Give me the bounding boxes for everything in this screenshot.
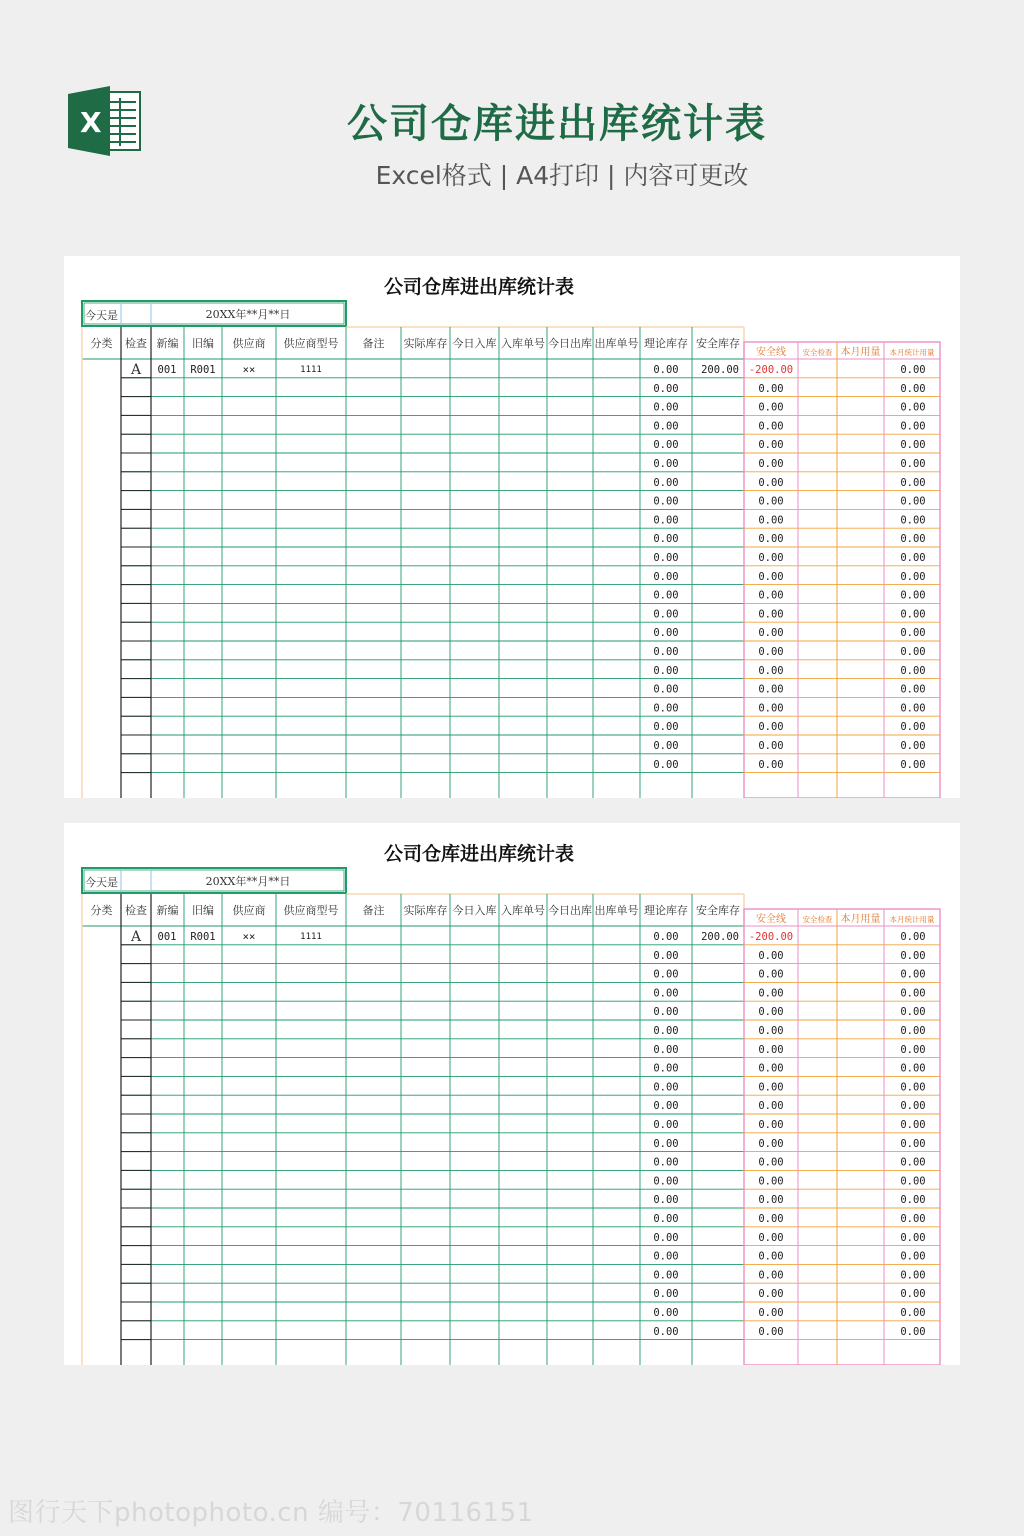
theory-stock-cell: 0.00 [653, 420, 679, 433]
theory-stock-cell: 0.00 [653, 1062, 679, 1075]
safety-line-cell: 0.00 [758, 533, 784, 546]
column-header: 入库单号 [501, 337, 545, 350]
theory-stock-cell: 0.00 [653, 1307, 679, 1319]
model-cell: 1111 [300, 932, 322, 942]
column-header: 新编 [156, 337, 179, 350]
sheet-title: 公司仓库进出库统计表 [383, 843, 574, 865]
theory-stock-cell: 0.00 [653, 552, 679, 564]
theory-stock-cell: 0.00 [653, 646, 679, 658]
theory-stock-cell: 0.00 [653, 589, 679, 602]
theory-stock-cell: 0.00 [653, 364, 679, 376]
safety-line-cell: 0.00 [758, 1025, 784, 1037]
monthly-stat-cell: 0.00 [900, 702, 926, 715]
column-header: 分类 [90, 337, 113, 350]
monthly-stat-cell: 0.00 [900, 931, 926, 943]
model-cell: 1111 [300, 365, 322, 375]
monthly-stat-cell: 0.00 [900, 1325, 926, 1338]
monthly-stat-cell: 0.00 [900, 1043, 926, 1056]
old-code-cell: R001 [190, 931, 216, 943]
safety-line-cell: -200.00 [748, 364, 794, 376]
theory-stock-cell: 0.00 [653, 1137, 679, 1150]
theory-stock-cell: 0.00 [653, 1043, 679, 1056]
safety-line-cell: 0.00 [758, 420, 784, 433]
date-value: 20XX年**月**日 [205, 875, 291, 888]
monthly-stat-cell: 0.00 [900, 1006, 926, 1019]
safety-line-cell: 0.00 [758, 476, 784, 489]
safety-line-cell: 0.00 [758, 627, 784, 640]
theory-stock-cell: 0.00 [653, 608, 679, 621]
monthly-stat-cell: 0.00 [900, 1194, 926, 1207]
theory-stock-cell: 0.00 [653, 1100, 679, 1113]
column-header: 出库单号 [594, 904, 639, 917]
theory-stock-cell: 0.00 [653, 1213, 679, 1225]
monthly-stat-cell: 0.00 [900, 740, 926, 752]
monthly-stat-cell: 0.00 [900, 646, 926, 658]
column-header: 今日入库 [452, 337, 497, 350]
monthly-stat-cell: 0.00 [900, 721, 926, 734]
theory-stock-cell: 0.00 [653, 439, 679, 452]
monthly-stat-cell: 0.00 [900, 552, 926, 564]
column-header: 安全库存 [696, 904, 740, 917]
theory-stock-cell: 0.00 [653, 533, 679, 546]
safety-line-cell: 0.00 [758, 646, 784, 658]
monthly-stat-cell: 0.00 [900, 1213, 926, 1225]
monthly-stat-cell: 0.00 [900, 1100, 926, 1113]
safety-line-cell: 0.00 [758, 1213, 784, 1225]
safety-line-cell: 0.00 [758, 683, 784, 696]
monthly-stat-cell: 0.00 [900, 533, 926, 546]
monthly-stat-cell: 0.00 [900, 1175, 926, 1188]
theory-stock-cell: 0.00 [653, 758, 679, 771]
safety-line-cell: 0.00 [758, 589, 784, 602]
safety-line-cell: 0.00 [758, 382, 784, 395]
safety-line-cell: 0.00 [758, 664, 784, 677]
column-header: 供应商 [232, 904, 266, 917]
safety-line-cell: 0.00 [758, 1194, 784, 1207]
theory-stock-cell: 0.00 [653, 1156, 679, 1169]
safety-line-cell: 0.00 [758, 401, 784, 414]
spreadsheet-grid [64, 256, 960, 798]
safety-line-cell: 0.00 [758, 949, 784, 962]
safety-line-cell: 0.00 [758, 552, 784, 564]
monthly-stat-cell: 0.00 [900, 401, 926, 414]
extra-column-header: 安全检查 [802, 348, 833, 357]
date-value: 20XX年**月**日 [205, 308, 291, 321]
safety-line-cell: 0.00 [758, 1137, 784, 1150]
monthly-stat-cell: 0.00 [900, 1081, 926, 1094]
theory-stock-cell: 0.00 [653, 382, 679, 395]
safety-line-cell: 0.00 [758, 1119, 784, 1131]
check-cell: A [130, 929, 142, 945]
today-label: 今天是 [85, 876, 118, 889]
theory-stock-cell: 0.00 [653, 931, 679, 943]
theory-stock-cell: 0.00 [653, 1119, 679, 1131]
column-header: 旧编 [192, 904, 214, 917]
spreadsheet-grid [64, 823, 960, 1365]
column-header: 出库单号 [594, 337, 639, 350]
theory-stock-cell: 0.00 [653, 1250, 679, 1263]
theory-stock-cell: 0.00 [653, 514, 679, 527]
theory-stock-cell: 0.00 [653, 1081, 679, 1094]
monthly-stat-cell: 0.00 [900, 382, 926, 395]
monthly-stat-cell: 0.00 [900, 439, 926, 452]
column-header: 今日入库 [452, 904, 497, 917]
column-header: 实际库存 [403, 904, 448, 917]
watermark: 图行天下photophoto.cn 编号：70116151 [8, 1498, 534, 1528]
today-label: 今天是 [85, 309, 118, 322]
page-subtitle: Excel格式 | A4打印 | 内容可更改 [375, 161, 749, 190]
monthly-stat-cell: 0.00 [900, 476, 926, 489]
monthly-stat-cell: 0.00 [900, 458, 926, 470]
extra-column-header: 本月用量 [840, 914, 881, 925]
safety-line-cell: 0.00 [758, 1269, 784, 1282]
monthly-stat-cell: 0.00 [900, 683, 926, 696]
extra-column-header: 本月统计用量 [889, 915, 935, 924]
extra-column-header: 本月用量 [840, 347, 881, 358]
safety-line-cell: 0.00 [758, 439, 784, 452]
monthly-stat-cell: 0.00 [900, 364, 926, 376]
monthly-stat-cell: 0.00 [900, 1307, 926, 1319]
column-header: 新编 [156, 904, 179, 917]
extra-column-header: 安全检查 [802, 915, 833, 924]
column-header: 今日出库 [548, 904, 592, 917]
safety-line-cell: 0.00 [758, 1250, 784, 1263]
safety-line-cell: 0.00 [758, 1175, 784, 1188]
monthly-stat-cell: 0.00 [900, 1250, 926, 1263]
new-code-cell: 001 [157, 364, 177, 376]
column-header: 实际库存 [403, 337, 448, 350]
theory-stock-cell: 0.00 [653, 495, 679, 508]
column-header: 入库单号 [501, 904, 545, 917]
safety-line-cell: 0.00 [758, 608, 784, 621]
column-header: 备注 [362, 337, 385, 350]
theory-stock-cell: 0.00 [653, 1325, 679, 1338]
monthly-stat-cell: 0.00 [900, 949, 926, 962]
safety-line-cell: 0.00 [758, 740, 784, 752]
theory-stock-cell: 0.00 [653, 1288, 679, 1301]
monthly-stat-cell: 0.00 [900, 1062, 926, 1075]
supplier-cell: ×× [242, 364, 256, 376]
safety-stock-cell: 200.00 [701, 364, 739, 376]
monthly-stat-cell: 0.00 [900, 1269, 926, 1282]
monthly-stat-cell: 0.00 [900, 514, 926, 527]
safety-line-cell: 0.00 [758, 1100, 784, 1113]
excel-logo-letter: X [80, 106, 102, 139]
theory-stock-cell: 0.00 [653, 702, 679, 715]
safety-line-cell: 0.00 [758, 1307, 784, 1319]
safety-line-cell: 0.00 [758, 1062, 784, 1075]
column-header: 分类 [90, 904, 113, 917]
monthly-stat-cell: 0.00 [900, 589, 926, 602]
old-code-cell: R001 [190, 364, 216, 376]
safety-line-cell: 0.00 [758, 1043, 784, 1056]
sheet-title: 公司仓库进出库统计表 [383, 276, 574, 298]
sheet-preview-2 [64, 823, 960, 1365]
column-header: 旧编 [192, 337, 214, 350]
safety-line-cell: 0.00 [758, 1231, 784, 1244]
extra-column-header: 本月统计用量 [889, 348, 935, 357]
monthly-stat-cell: 0.00 [900, 1156, 926, 1169]
theory-stock-cell: 0.00 [653, 1025, 679, 1037]
theory-stock-cell: 0.00 [653, 476, 679, 489]
column-header: 今日出库 [548, 337, 592, 350]
column-header: 备注 [362, 904, 385, 917]
column-header: 检查 [125, 337, 147, 350]
safety-line-cell: 0.00 [758, 1156, 784, 1169]
monthly-stat-cell: 0.00 [900, 608, 926, 621]
column-header: 理论库存 [644, 337, 688, 350]
column-header: 理论库存 [644, 904, 688, 917]
monthly-stat-cell: 0.00 [900, 1137, 926, 1150]
safety-line-cell: 0.00 [758, 1081, 784, 1094]
safety-line-cell: 0.00 [758, 1325, 784, 1338]
theory-stock-cell: 0.00 [653, 683, 679, 696]
theory-stock-cell: 0.00 [653, 968, 679, 981]
monthly-stat-cell: 0.00 [900, 968, 926, 981]
monthly-stat-cell: 0.00 [900, 627, 926, 640]
column-header: 供应商型号 [283, 904, 339, 917]
theory-stock-cell: 0.00 [653, 401, 679, 414]
theory-stock-cell: 0.00 [653, 458, 679, 470]
column-header: 供应商 [232, 337, 266, 350]
theory-stock-cell: 0.00 [653, 570, 679, 583]
theory-stock-cell: 0.00 [653, 721, 679, 734]
monthly-stat-cell: 0.00 [900, 1231, 926, 1244]
safety-line-cell: 0.00 [758, 1288, 784, 1301]
extra-column-header: 安全线 [756, 914, 786, 925]
safety-line-cell: 0.00 [758, 514, 784, 527]
page-title: 公司仓库进出库统计表 [347, 101, 767, 147]
monthly-stat-cell: 0.00 [900, 758, 926, 771]
sheet-preview-1 [64, 256, 960, 798]
new-code-cell: 001 [157, 931, 177, 943]
theory-stock-cell: 0.00 [653, 1006, 679, 1019]
theory-stock-cell: 0.00 [653, 1269, 679, 1282]
theory-stock-cell: 0.00 [653, 987, 679, 1000]
theory-stock-cell: 0.00 [653, 1194, 679, 1207]
theory-stock-cell: 0.00 [653, 949, 679, 962]
safety-line-cell: 0.00 [758, 570, 784, 583]
theory-stock-cell: 0.00 [653, 664, 679, 677]
theory-stock-cell: 0.00 [653, 1175, 679, 1188]
monthly-stat-cell: 0.00 [900, 570, 926, 583]
safety-line-cell: 0.00 [758, 458, 784, 470]
theory-stock-cell: 0.00 [653, 1231, 679, 1244]
column-header: 检查 [125, 904, 147, 917]
monthly-stat-cell: 0.00 [900, 420, 926, 433]
safety-line-cell: 0.00 [758, 495, 784, 508]
column-header: 供应商型号 [283, 337, 339, 350]
safety-stock-cell: 200.00 [701, 931, 739, 943]
safety-line-cell: 0.00 [758, 968, 784, 981]
safety-line-cell: 0.00 [758, 721, 784, 734]
monthly-stat-cell: 0.00 [900, 664, 926, 677]
supplier-cell: ×× [242, 931, 256, 943]
monthly-stat-cell: 0.00 [900, 987, 926, 1000]
theory-stock-cell: 0.00 [653, 627, 679, 640]
safety-line-cell: -200.00 [748, 931, 794, 943]
monthly-stat-cell: 0.00 [900, 1025, 926, 1037]
monthly-stat-cell: 0.00 [900, 1119, 926, 1131]
theory-stock-cell: 0.00 [653, 740, 679, 752]
safety-line-cell: 0.00 [758, 1006, 784, 1019]
extra-column-header: 安全线 [756, 347, 786, 358]
monthly-stat-cell: 0.00 [900, 1288, 926, 1301]
column-header: 安全库存 [696, 337, 740, 350]
monthly-stat-cell: 0.00 [900, 495, 926, 508]
safety-line-cell: 0.00 [758, 702, 784, 715]
check-cell: A [130, 362, 142, 378]
safety-line-cell: 0.00 [758, 758, 784, 771]
safety-line-cell: 0.00 [758, 987, 784, 1000]
